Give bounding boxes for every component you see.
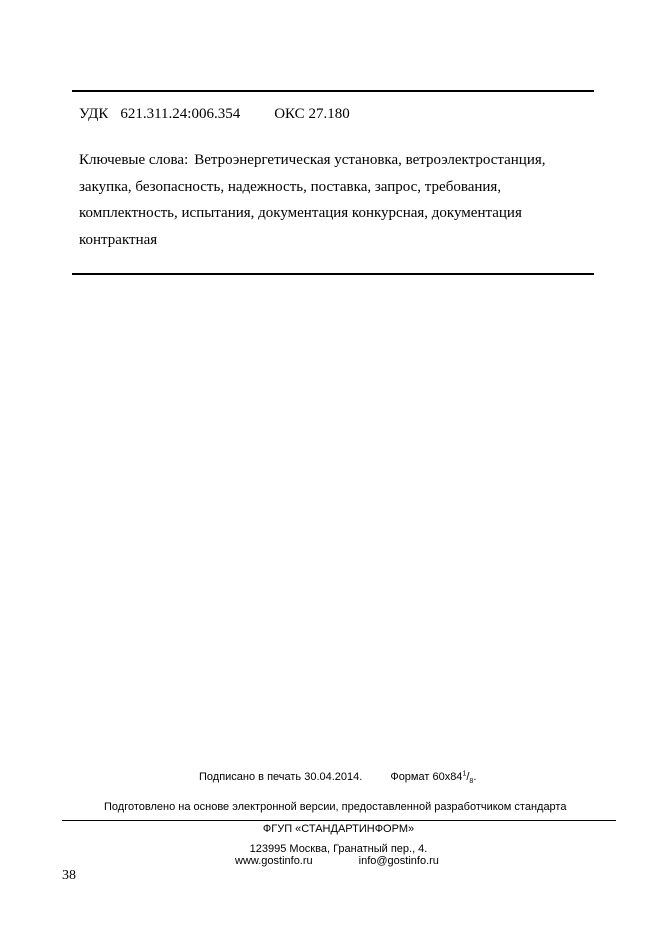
keywords-label: Ключевые слова: xyxy=(79,152,189,168)
format-end: . xyxy=(473,771,477,783)
email-link[interactable]: info@gostinfo.ru xyxy=(358,855,439,867)
signed-date-text: Подписано в печать 30.04.2014. xyxy=(199,771,363,783)
publisher-address: 123995 Москва, Гранатный пер., 4. xyxy=(249,843,428,855)
website-link[interactable]: www.gostinfo.ru xyxy=(235,855,313,867)
publisher-contacts xyxy=(235,855,439,867)
format-superscript: 1 xyxy=(462,770,467,778)
publisher-name: ФГУП «СТАНДАРТИНФОРМ» xyxy=(262,823,415,835)
page-number: 38 xyxy=(62,868,76,883)
keywords-line xyxy=(79,147,589,174)
format-text: Формат 60х84 xyxy=(390,771,463,783)
keywords-line: комплектность, испытания, документация конкурсная, документация xyxy=(79,205,522,221)
bottom-rule xyxy=(72,273,594,275)
oks-code: 27.180 xyxy=(308,106,350,122)
keywords-line: контрактная xyxy=(79,231,158,248)
print-signature-line: Подписано в печать 30.04.2014. Формат $60х84^1/_8$. xyxy=(199,770,477,786)
keywords-block xyxy=(79,147,589,253)
udk-label: УДК xyxy=(79,106,109,122)
imprint-rule xyxy=(62,820,616,821)
keywords-text: Ветроэнергетическая установка, ветроэлектростанция, xyxy=(194,152,546,168)
classification-line xyxy=(79,106,350,123)
udk-code: 621.311.24:006.354 xyxy=(120,106,241,122)
oks-label: ОКС xyxy=(274,106,305,122)
format-subscript: 8 xyxy=(469,778,474,786)
keywords-line: закупка, безопасность, надежность, поставка, запрос, требования, xyxy=(79,178,502,195)
top-rule xyxy=(72,90,594,92)
prepared-note: Подготовлено на основе электронной версии, предоставленной разработчиком стандарта xyxy=(104,801,567,813)
